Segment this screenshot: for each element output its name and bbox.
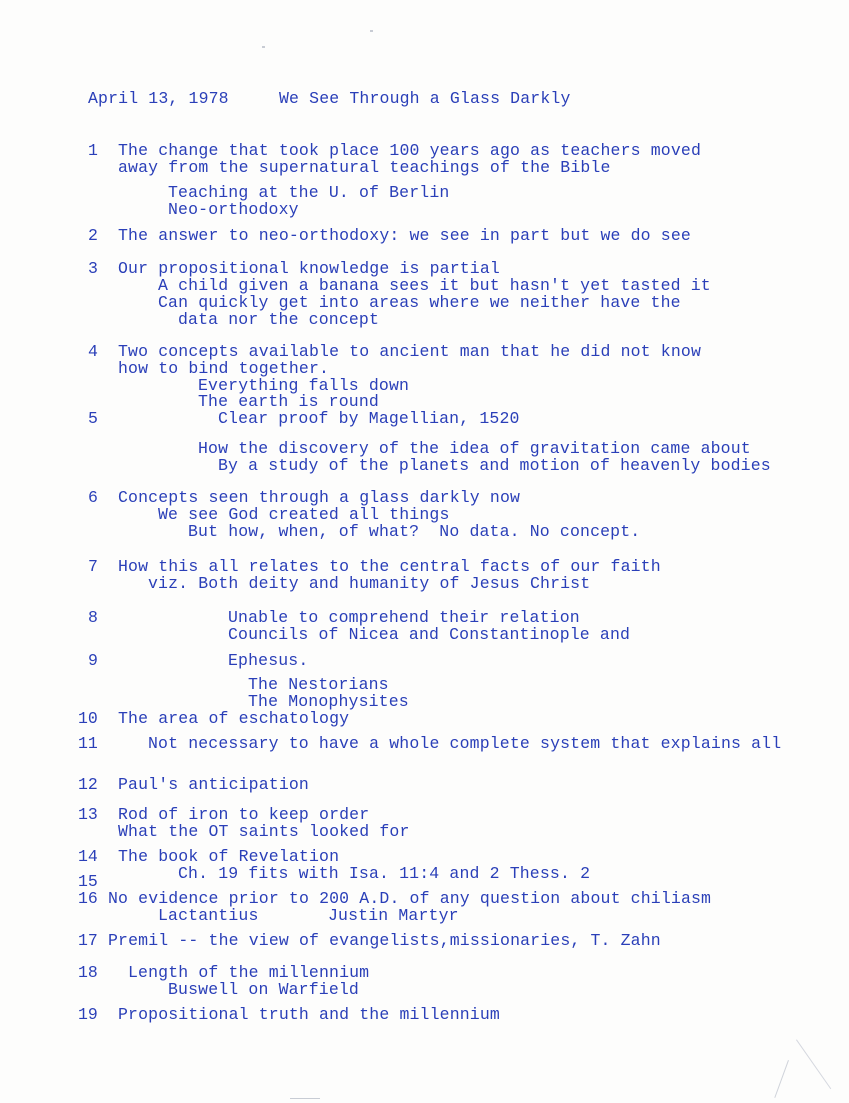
item-number: 13 (78, 805, 98, 824)
text-line: How this all relates to the central facts of our faith (118, 557, 661, 576)
text-line: Can quickly get into areas where we neither have the (158, 293, 681, 312)
text-line: Everything falls down (198, 376, 410, 395)
text-line: Propositional truth and the millennium (118, 1005, 500, 1024)
text-line: The area of eschatology (118, 709, 350, 728)
text-line: The Monophysites (248, 692, 409, 711)
text-line: The change that took place 100 years ago as teachers moved (118, 141, 701, 160)
item-number: 9 (88, 651, 98, 670)
text-line: Justin Martyr (328, 906, 459, 925)
paper-fold-mark (774, 1060, 789, 1098)
item-number: 2 (88, 226, 98, 245)
paper-speck (290, 1098, 320, 1099)
item-number: 11 (78, 734, 98, 753)
item-number: 12 (78, 775, 98, 794)
text-line: What the OT saints looked for (118, 822, 410, 841)
item-number: 18 (78, 963, 98, 982)
paper-speck (262, 46, 265, 48)
header-date: April 13, 1978 (88, 89, 229, 108)
item-number: 14 (78, 847, 98, 866)
item-number: 6 (88, 488, 98, 507)
item-number: 16 (78, 889, 98, 908)
text-line: Not necessary to have a whole complete system that explains all (148, 734, 782, 753)
text-line: Ch. 19 fits with Isa. 11:4 and 2 Thess. 2 (178, 864, 591, 883)
text-line: A child given a banana sees it but hasn't yet tasted it (158, 276, 711, 295)
text-line: Lactantius (158, 906, 259, 925)
text-line: Premil -- the view of evangelists,missionaries, T. Zahn (108, 931, 661, 950)
text-line: Two concepts available to ancient man that he did not know (118, 342, 701, 361)
text-line: Teaching at the U. of Berlin (168, 183, 450, 202)
item-number: 10 (78, 709, 98, 728)
text-line: data nor the concept (178, 310, 380, 329)
text-line: The Nestorians (248, 675, 389, 694)
item-number: 15 (78, 872, 98, 891)
item-number: 1 (88, 141, 98, 160)
text-line: The answer to neo-orthodoxy: we see in part but we do see (118, 226, 691, 245)
text-line: Clear proof by Magellian, 1520 (218, 409, 520, 428)
text-line: By a study of the planets and motion of heavenly bodies (218, 456, 771, 475)
item-number: 3 (88, 259, 98, 278)
text-line: how to bind together. (118, 359, 330, 378)
item-number: 17 (78, 931, 98, 950)
item-number: 19 (78, 1005, 98, 1024)
text-line: But how, when, of what? No data. No concept. (188, 522, 641, 541)
text-line: Length of the millennium (128, 963, 370, 982)
header-title: We See Through a Glass Darkly (279, 89, 571, 108)
text-line: Paul's anticipation (118, 775, 309, 794)
paper-speck (370, 30, 373, 32)
text-line: No evidence prior to 200 A.D. of any question about chiliasm (108, 889, 712, 908)
item-number: 4 (88, 342, 98, 361)
text-line: Ephesus. (228, 651, 309, 670)
text-line: How the discovery of the idea of gravitation came about (198, 439, 751, 458)
text-line: The earth is round (198, 392, 379, 411)
text-line: away from the supernatural teachings of the Bible (118, 158, 611, 177)
item-number: 7 (88, 557, 98, 576)
text-line: Our propositional knowledge is partial (118, 259, 500, 278)
text-line: Buswell on Warfield (168, 980, 359, 999)
text-line: Rod of iron to keep order (118, 805, 370, 824)
item-number: 8 (88, 608, 98, 627)
text-line: We see God created all things (158, 505, 450, 524)
text-line: Neo-orthodoxy (168, 200, 299, 219)
text-line: Councils of Nicea and Constantinople and (228, 625, 631, 644)
paper-fold-mark (796, 1039, 831, 1089)
text-line: Concepts seen through a glass darkly now (118, 488, 521, 507)
item-number: 5 (88, 409, 98, 428)
text-line: The book of Revelation (118, 847, 340, 866)
text-line: Unable to comprehend their relation (228, 608, 580, 627)
text-line: viz. Both deity and humanity of Jesus Christ (148, 574, 591, 593)
